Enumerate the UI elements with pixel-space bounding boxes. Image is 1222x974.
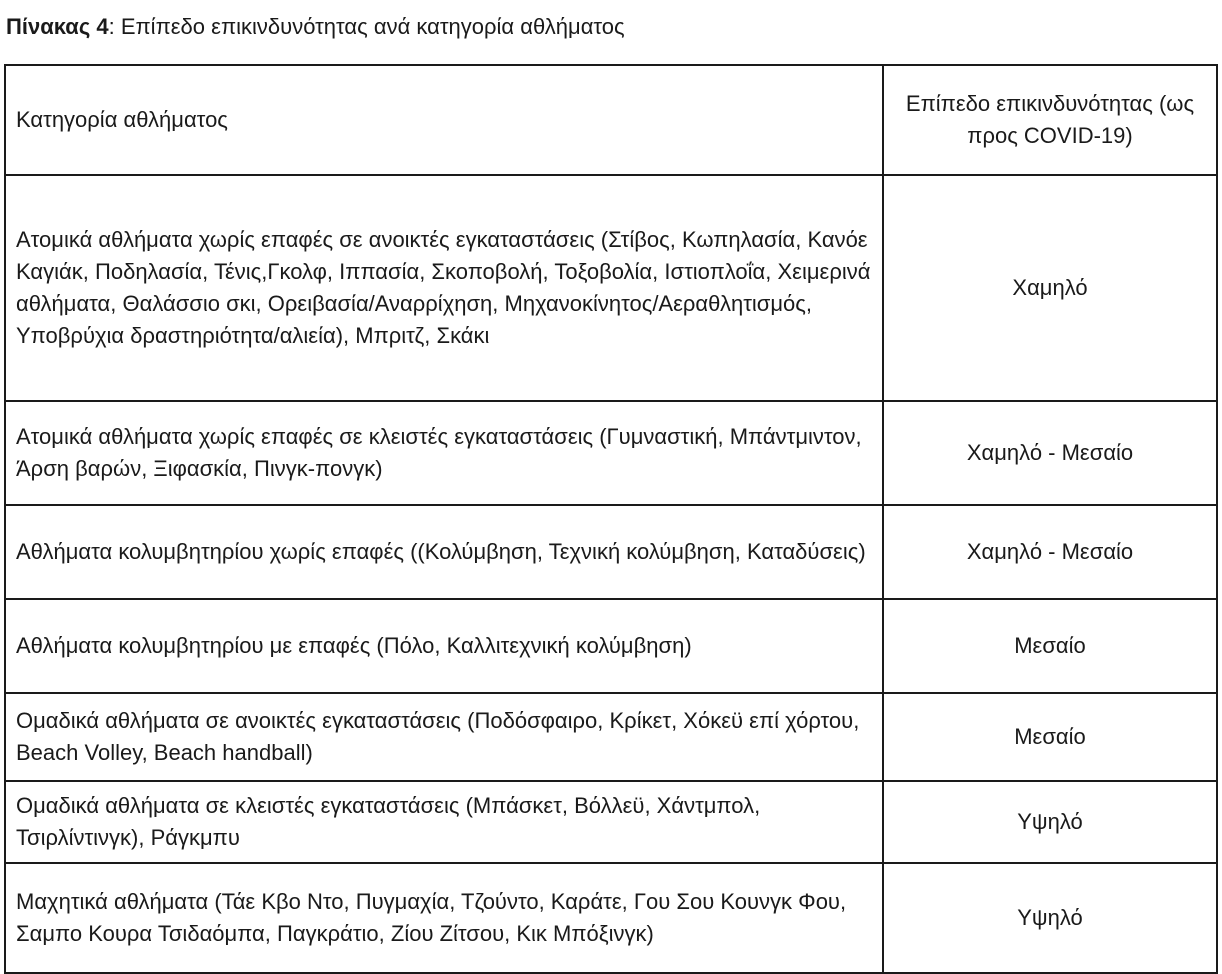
row-risk-level: Χαμηλό - Μεσαίο bbox=[883, 505, 1217, 599]
row-risk-level: Χαμηλό - Μεσαίο bbox=[883, 401, 1217, 505]
row-sport-category: Μαχητικά αθλήματα (Τάε Κβο Ντο, Πυγμαχία, Τζούντο, Καράτε, Γου Σου Κουνγκ Φου, Σαμπο Κουρα Τσιδαόμπα, Παγκράτιο, Ζίου Ζίτσου, Κικ Μπόξινγκ) bbox=[5, 863, 883, 973]
table-caption bbox=[6, 12, 625, 42]
table-row bbox=[5, 175, 1217, 401]
table-row bbox=[5, 401, 1217, 505]
risk-level-table bbox=[4, 64, 1218, 974]
row-risk-level: Υψηλό bbox=[883, 781, 1217, 863]
row-risk-level: Μεσαίο bbox=[883, 599, 1217, 693]
row-risk-level: Υψηλό bbox=[883, 863, 1217, 973]
table-caption-text: : Επίπεδο επικινδυνότητας ανά κατηγορία αθλήματος bbox=[108, 14, 625, 39]
header-sport-category: Κατηγορία αθλήματος bbox=[5, 65, 883, 175]
row-sport-category: Ατομικά αθλήματα χωρίς επαφές σε κλειστές εγκαταστάσεις (Γυμναστική, Μπάντμιντον, Άρση βαρών, Ξιφασκία, Πινγκ-πονγκ) bbox=[5, 401, 883, 505]
table-row bbox=[5, 781, 1217, 863]
row-sport-category: Ομαδικά αθλήματα σε ανοικτές εγκαταστάσεις (Ποδόσφαιρο, Κρίκετ, Χόκεϋ επί χόρτου, Beach Volley, Beach handball) bbox=[5, 693, 883, 781]
table-row bbox=[5, 505, 1217, 599]
row-risk-level: Μεσαίο bbox=[883, 693, 1217, 781]
row-risk-level: Χαμηλό bbox=[883, 175, 1217, 401]
table-row bbox=[5, 599, 1217, 693]
header-risk-level: Επίπεδο επικινδυνότητας (ως προς COVID-19) bbox=[883, 65, 1217, 175]
table-row bbox=[5, 863, 1217, 973]
row-sport-category: Αθλήματα κολυμβητηρίου χωρίς επαφές ((Κολύμβηση, Τεχνική κολύμβηση, Καταδύσεις) bbox=[5, 505, 883, 599]
table-header-row bbox=[5, 65, 1217, 175]
row-sport-category: Ομαδικά αθλήματα σε κλειστές εγκαταστάσεις (Μπάσκετ, Βόλλεϋ, Χάντμπολ, Τσιρλίντινγκ), Ράγκμπυ bbox=[5, 781, 883, 863]
table-caption-label: Πίνακας 4 bbox=[6, 14, 109, 39]
row-sport-category: Αθλήματα κολυμβητηρίου με επαφές (Πόλο, Καλλιτεχνική κολύμβηση) bbox=[5, 599, 883, 693]
row-sport-category: Ατομικά αθλήματα χωρίς επαφές σε ανοικτές εγκαταστάσεις (Στίβος, Κωπηλασία, Κανόε Καγιάκ, Ποδηλασία, Τένις,Γκολφ, Ιππασία, Σκοποβολή, Τοξοβολία, Ιστιοπλοΐα, Χειμερινά αθλήματα, Θαλάσσιο σκι, Ορειβασία/Αναρρίχηση, Μηχανοκίνητος/Αεραθλητισμός, Υποβρύχια δραστηριότητα/αλιεία), Μπριτζ, Σκάκι bbox=[5, 175, 883, 401]
table-row bbox=[5, 693, 1217, 781]
